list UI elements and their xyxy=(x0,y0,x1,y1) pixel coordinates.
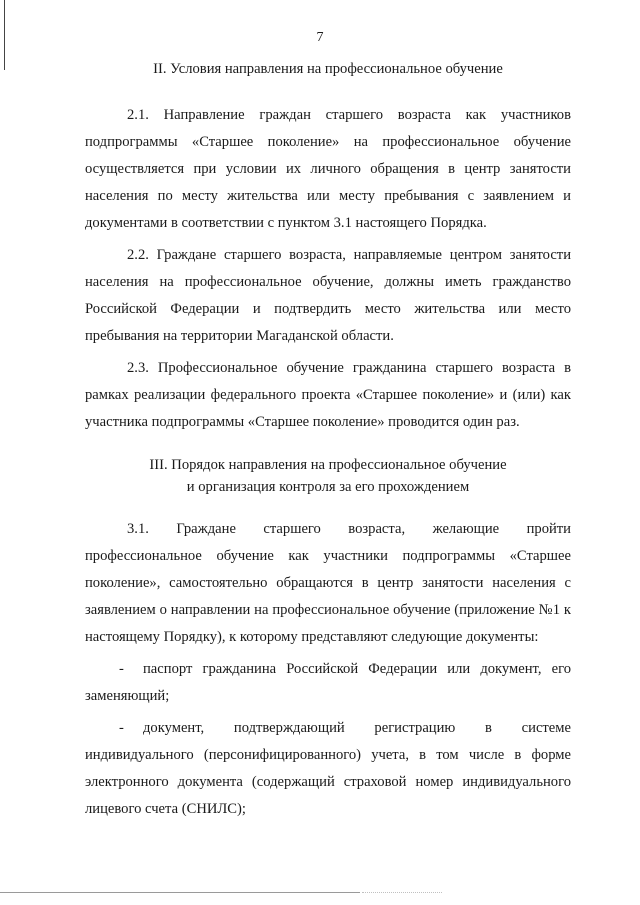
list-item xyxy=(85,656,571,710)
paragraph-2-1: 2.1. Направление граждан старшего возраста как участников подпрограммы «Старшее поколение» на профессиональное обучение осуществляется при условии их личного обращения в центр занятости населения по месту жительства или месту пребывания с заявлением и документами в соответствии с пунктом 3.1 настоящего Порядка. xyxy=(85,107,571,231)
section-3-heading xyxy=(85,454,571,498)
paragraph-3-1: 3.1. Граждане старшего возраста, желающие пройти профессиональное обучение как участники подпрограммы «Старшее поколение», самостоятельно обращаются в центр занятости населения с заявлением о направлении на профессиональное обучение (приложение №1 к настоящему Порядку), к которому представляют следующие документы: xyxy=(85,521,571,645)
bottom-dotted-divider xyxy=(362,892,442,894)
paragraph-2-3: 2.3. Профессиональное обучение гражданина старшего возраста в рамках реализации федерального проекта «Старшее поколение» и (или) как участника подпрограммы «Старшее поколение» проводится один раз. xyxy=(85,360,571,430)
section-2-heading: II. Условия направления на профессиональное обучение xyxy=(153,61,503,77)
list-marker: - xyxy=(119,720,124,736)
page-number: 7 xyxy=(316,30,324,45)
list-item-text: документ, подтверждающий регистрацию в системе индивидуального (персонифицированного) учета, в том числе в форме электронного документа (содержащий страховой номер индивидуального лицевого счета (СНИЛС); xyxy=(85,720,571,817)
section-3-heading-line-2: и организация контроля за его прохождением xyxy=(186,479,470,495)
list-item xyxy=(85,715,571,823)
paragraph-2-2: 2.2. Граждане старшего возраста, направляемые центром занятости населения на профессиональное обучение, должны иметь гражданство Российской Федерации и подтвердить место жительства или место пребывания на территории Магаданской области. xyxy=(85,247,571,344)
list-marker: - xyxy=(119,661,124,677)
list-item-text: паспорт гражданина Российской Федерации или документ, его заменяющий; xyxy=(85,661,571,704)
section-3-heading-line-1: III. Порядок направления на профессиональное обучение xyxy=(149,457,507,473)
bottom-divider xyxy=(0,892,360,893)
document-body xyxy=(85,56,571,823)
